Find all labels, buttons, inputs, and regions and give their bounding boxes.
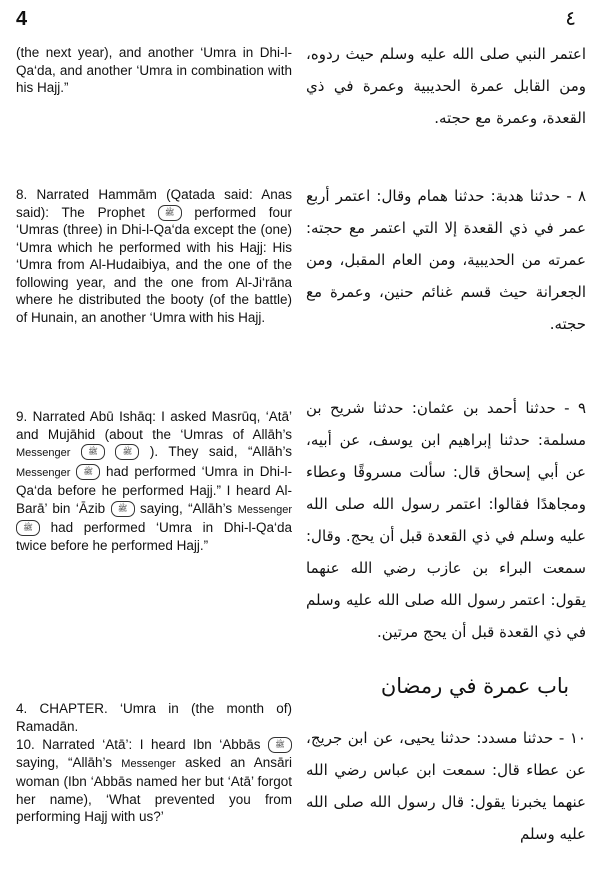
chapter-4-title: 4. CHAPTER. ‘Umra in (the month of) Ramadān. — [16, 701, 292, 734]
continuation-english-text: (the next year), and another ‘Umra in Dhi-l-Qa‘da, and another ‘Umra in combination with his Hajj.” — [16, 45, 292, 95]
pbuh-seal-icon: ﷺ — [16, 520, 40, 536]
hadith-10-text-b: saying, “Allāh’s — [16, 754, 113, 770]
pbuh-seal-icon: ﷺ — [81, 444, 105, 460]
messenger-label: Messenger — [237, 503, 292, 516]
hadith-10-text-a: 10. Narrated ‘Atā’: I heard Ibn ‘Abbās — [16, 737, 261, 752]
pbuh-seal-icon: ﷺ — [76, 464, 100, 480]
continuation-english — [16, 44, 292, 97]
hadith-10-text-c: asked an Ansāri woman (Ibn ‘Abbās named her but ‘Atā’ forgot her name), ‘What prevented you from performing Hajj with us?’ — [16, 754, 293, 824]
hadith-9-text-a: 9. Narrated Abū Ishāq: I asked Masrūq, ‘Atā’ and Mujāhid (about the ‘Umras of Allāh’s — [16, 409, 292, 442]
hadith-8-text-a: 8. Narrated Hammām (Qatada said: Anas said): The Prophet — [16, 187, 292, 220]
hadith-10-english — [16, 736, 292, 826]
messenger-label: Messenger — [16, 466, 71, 479]
pbuh-seal-icon: ﷺ — [115, 444, 139, 460]
continuation-arabic-text: اعتمر النبي صلى الله عليه وسلم حيث ردوه، ومن القابل عمرة الحديبية وعمرة في ذي القعدة، وعمرة مع حجته. — [306, 45, 586, 127]
pbuh-seal-icon: ﷺ — [111, 501, 135, 517]
hadith-8-arabic — [306, 180, 586, 340]
hadith-8-text-b: performed four ‘Umras (three) in Dhi-l-Qa‘da except the (one) ‘Umra which he performed with his Hajj: His ‘Umra from Al-Hudaibiya, and the one of the following year, and the one from Al-Ji‘rāna where he distributed the booty (of the battle) of Hunain, an another ‘Umra with his Hajj. — [16, 204, 292, 325]
page-number-right: ٤ — [565, 6, 576, 30]
hadith-9-arabic-text: ٩ - حدثنا أحمد بن عثمان: حدثنا شريح بن مسلمة: حدثنا إبراهيم ابن يوسف، عن أبيه، عن أبي إسحاق قال: سألت مسروقًا وعطاء ومجاهدًا فقالوا: اعتمر رسول الله صلى الله عليه وسلم في ذي القعدة قبل أن يحج. وقال: سمعت البراء بن عازب رضي الله عنهما يقول: اعتمر رسول الله صلى الله عليه وسلم في ذي القعدة قبل أن يحج مرتين. — [306, 399, 586, 641]
hadith-10-arabic — [306, 722, 586, 850]
hadith-10-arabic-text: ١٠ - حدثنا مسدد: حدثنا يحيى، عن ابن جريج، عن عطاء قال: سمعت ابن عباس رضي الله عنهما يخبرنا يقول: قال رسول الله صلى الله عليه وسلم — [306, 729, 586, 843]
chapter-4-heading-arabic: باب عمرة في رمضان — [380, 674, 570, 698]
hadith-9-english — [16, 408, 292, 554]
hadith-9-text-b: ). They said, “Allāh’s — [149, 444, 292, 459]
hadith-9-arabic — [306, 392, 586, 648]
hadith-8-arabic-text: ٨ - حدثنا هدبة: حدثنا همام وقال: اعتمر أربع عمر في ذي القعدة إلا التي اعتمر مع حجته: عمرته من الحديبية، ومن العام المقبل، ومن الجعرانة حيث قسم غنائم حنين، وعمرة مع حجته. — [306, 187, 586, 333]
hadith-9-text-e: had performed ‘Umra in Dhi-l-Qa‘da twice before he performed Hajj.” — [16, 520, 292, 553]
page-number-left: 4 — [16, 8, 28, 30]
messenger-label: Messenger — [121, 757, 176, 770]
messenger-label: Messenger — [16, 447, 71, 459]
pbuh-seal-icon: ﷺ — [158, 205, 182, 221]
continuation-arabic — [306, 38, 586, 134]
hadith-9-text-c: had performed ‘Umra in Dhi-l-Qa‘da before he performed Hajj.” I heard Al-Barā’ bin ‘Āzib — [16, 463, 292, 516]
pbuh-seal-icon: ﷺ — [268, 737, 292, 753]
hadith-9-text-d: saying, “Allāh’s — [139, 500, 233, 516]
chapter-4-heading-english — [16, 700, 292, 735]
hadith-8-english — [16, 186, 292, 326]
